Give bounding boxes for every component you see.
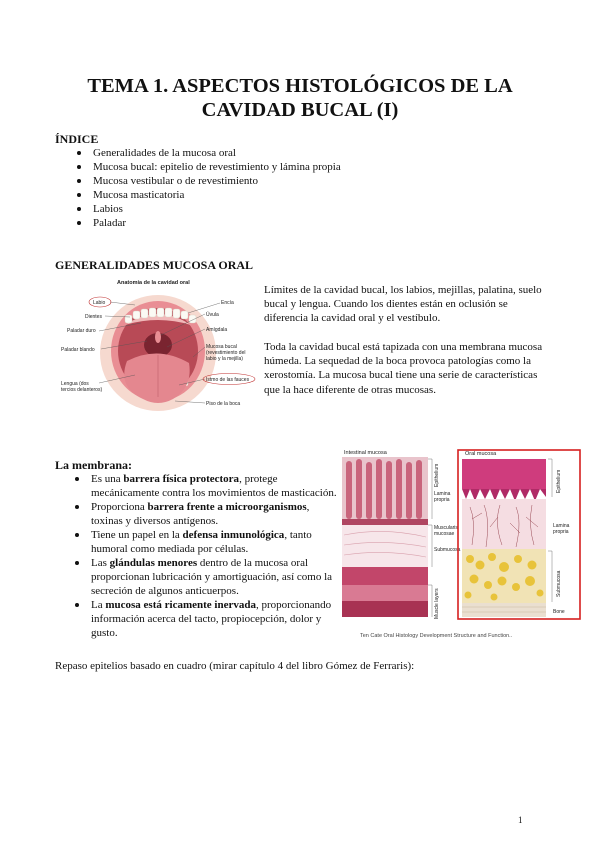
index-item: Mucosa vestibular o de revestimiento [75,174,475,188]
repaso-text: Repaso epitelios basado en cuadro (mirar capítulo 4 del libro Gómez de Ferraris): [55,660,415,672]
label-mucosa-1: Mucosa bucal [206,344,237,350]
label-mucosa-3: labio y la mejilla) [206,356,243,362]
intestinal-lamina-label-2: propria [434,497,450,503]
oral-cavity-anatomy-figure [55,275,260,415]
index-item: Paladar [75,216,475,230]
title-line-2: CAVIDAD BUCAL (I) [201,99,399,121]
label-istmo: Istmo de las fauces [206,377,250,383]
oral-submucosa-label: Submucosa [556,570,562,597]
membrana-item: Es una barrera física protectora, protege mecánicamente contra los movimientos de masticación. [73,472,343,500]
intestinal-submucosa-label: Submucosa [434,547,461,553]
index-item: Labios [75,202,475,216]
generalidades-paragraph-1: Límites de la cavidad bucal, los labios, mejillas, palatina, suelo bucal y lengua. Cuando los dientes están en oclusión se diferencia la cavidad oral y el vestíbulo. [264,284,542,325]
label-piso: Piso de la boca [206,401,241,407]
uvula-shape [155,331,161,343]
generalidades-heading: GENERALIDADES MUCOSA ORAL [55,258,254,272]
membrana-item: La mucosa está ricamente inervada, proporcionando información acerca del tacto, propiocepción, dolor y gusto. [73,598,343,640]
label-lengua-1: Lengua (dos [61,381,89,387]
membrana-list [73,472,343,640]
oral-mucosa-title: Oral mucosa [465,451,497,457]
oral-bone-label: Bone [553,609,565,615]
label-paladar-blando: Paladar blando [61,347,95,353]
anatomy-figure-title: Anatomía de la cavidad oral [117,280,190,286]
page-number: 1 [518,815,523,825]
membrana-item: Tiene un papel en la defensa inmunológica, tanto humoral como mediada por células. [73,528,343,556]
intestinal-muscle-label: Muscle layers [434,588,440,619]
index-list [75,146,475,230]
index-item: Generalidades de la mucosa oral [75,146,475,160]
label-mucosa-2: (revestimiento del [206,350,246,356]
oral-lamina-label-2: propria [553,529,569,535]
title-line-1: TEMA 1. ASPECTOS HISTOLÓGICOS DE LA [87,75,513,97]
membrana-item: Proporciona barrera frente a microorganismos, toxinas y diversos antígenos. [73,500,343,528]
label-encia: Encía [221,300,234,306]
index-item: Mucosa masticatoria [75,188,475,202]
label-paladar-duro: Paladar duro [67,328,96,334]
label-uvula: Úvula [206,312,219,318]
index-item: Mucosa bucal: epitelio de revestimiento y lámina propia [75,160,475,174]
label-dientes: Dientes [85,314,102,320]
mucosa-histology-figure [334,447,584,632]
intestinal-muscularis-label-2: mucosae [434,531,455,537]
oral-epithelium-label: Epithelium [556,469,562,493]
intestinal-epithelium-label: Epithelium [434,463,440,487]
oral-mucosa-illustration [462,459,546,617]
index-heading: ÍNDICE [55,132,99,146]
intestinal-mucosa-title: Intestinal mucosa [344,450,387,456]
intestinal-lamina-label-1: Lamina [434,491,451,497]
label-lengua-2: tercios delanteros) [61,387,103,393]
histology-figure-caption: Ten Cate Oral Histology Development Structure and Function.. [360,633,513,639]
intestinal-mucosa-illustration [342,457,428,617]
page-title [40,74,560,122]
intestinal-muscularis-label-1: Muscularis [434,525,458,531]
membrana-item: Las glándulas menores dentro de la mucosa oral proporcionan lubricación y amortiguación, así como la secreción de algunos anticuerpos. [73,556,343,598]
generalidades-paragraph-2: Toda la cavidad bucal está tapizada con una membrana mucosa húmeda. La sequedad de la boca provoca patologías como la xerostomía. La mucosa bucal tiene una serie de características que la hace diferente de otras mucosas. [264,341,543,396]
membrana-heading: La membrana: [55,458,132,472]
label-amigdala: Amígdala [206,327,228,333]
label-labio: Labio [93,300,106,306]
oral-lamina-label-1: Lamina [553,523,570,529]
